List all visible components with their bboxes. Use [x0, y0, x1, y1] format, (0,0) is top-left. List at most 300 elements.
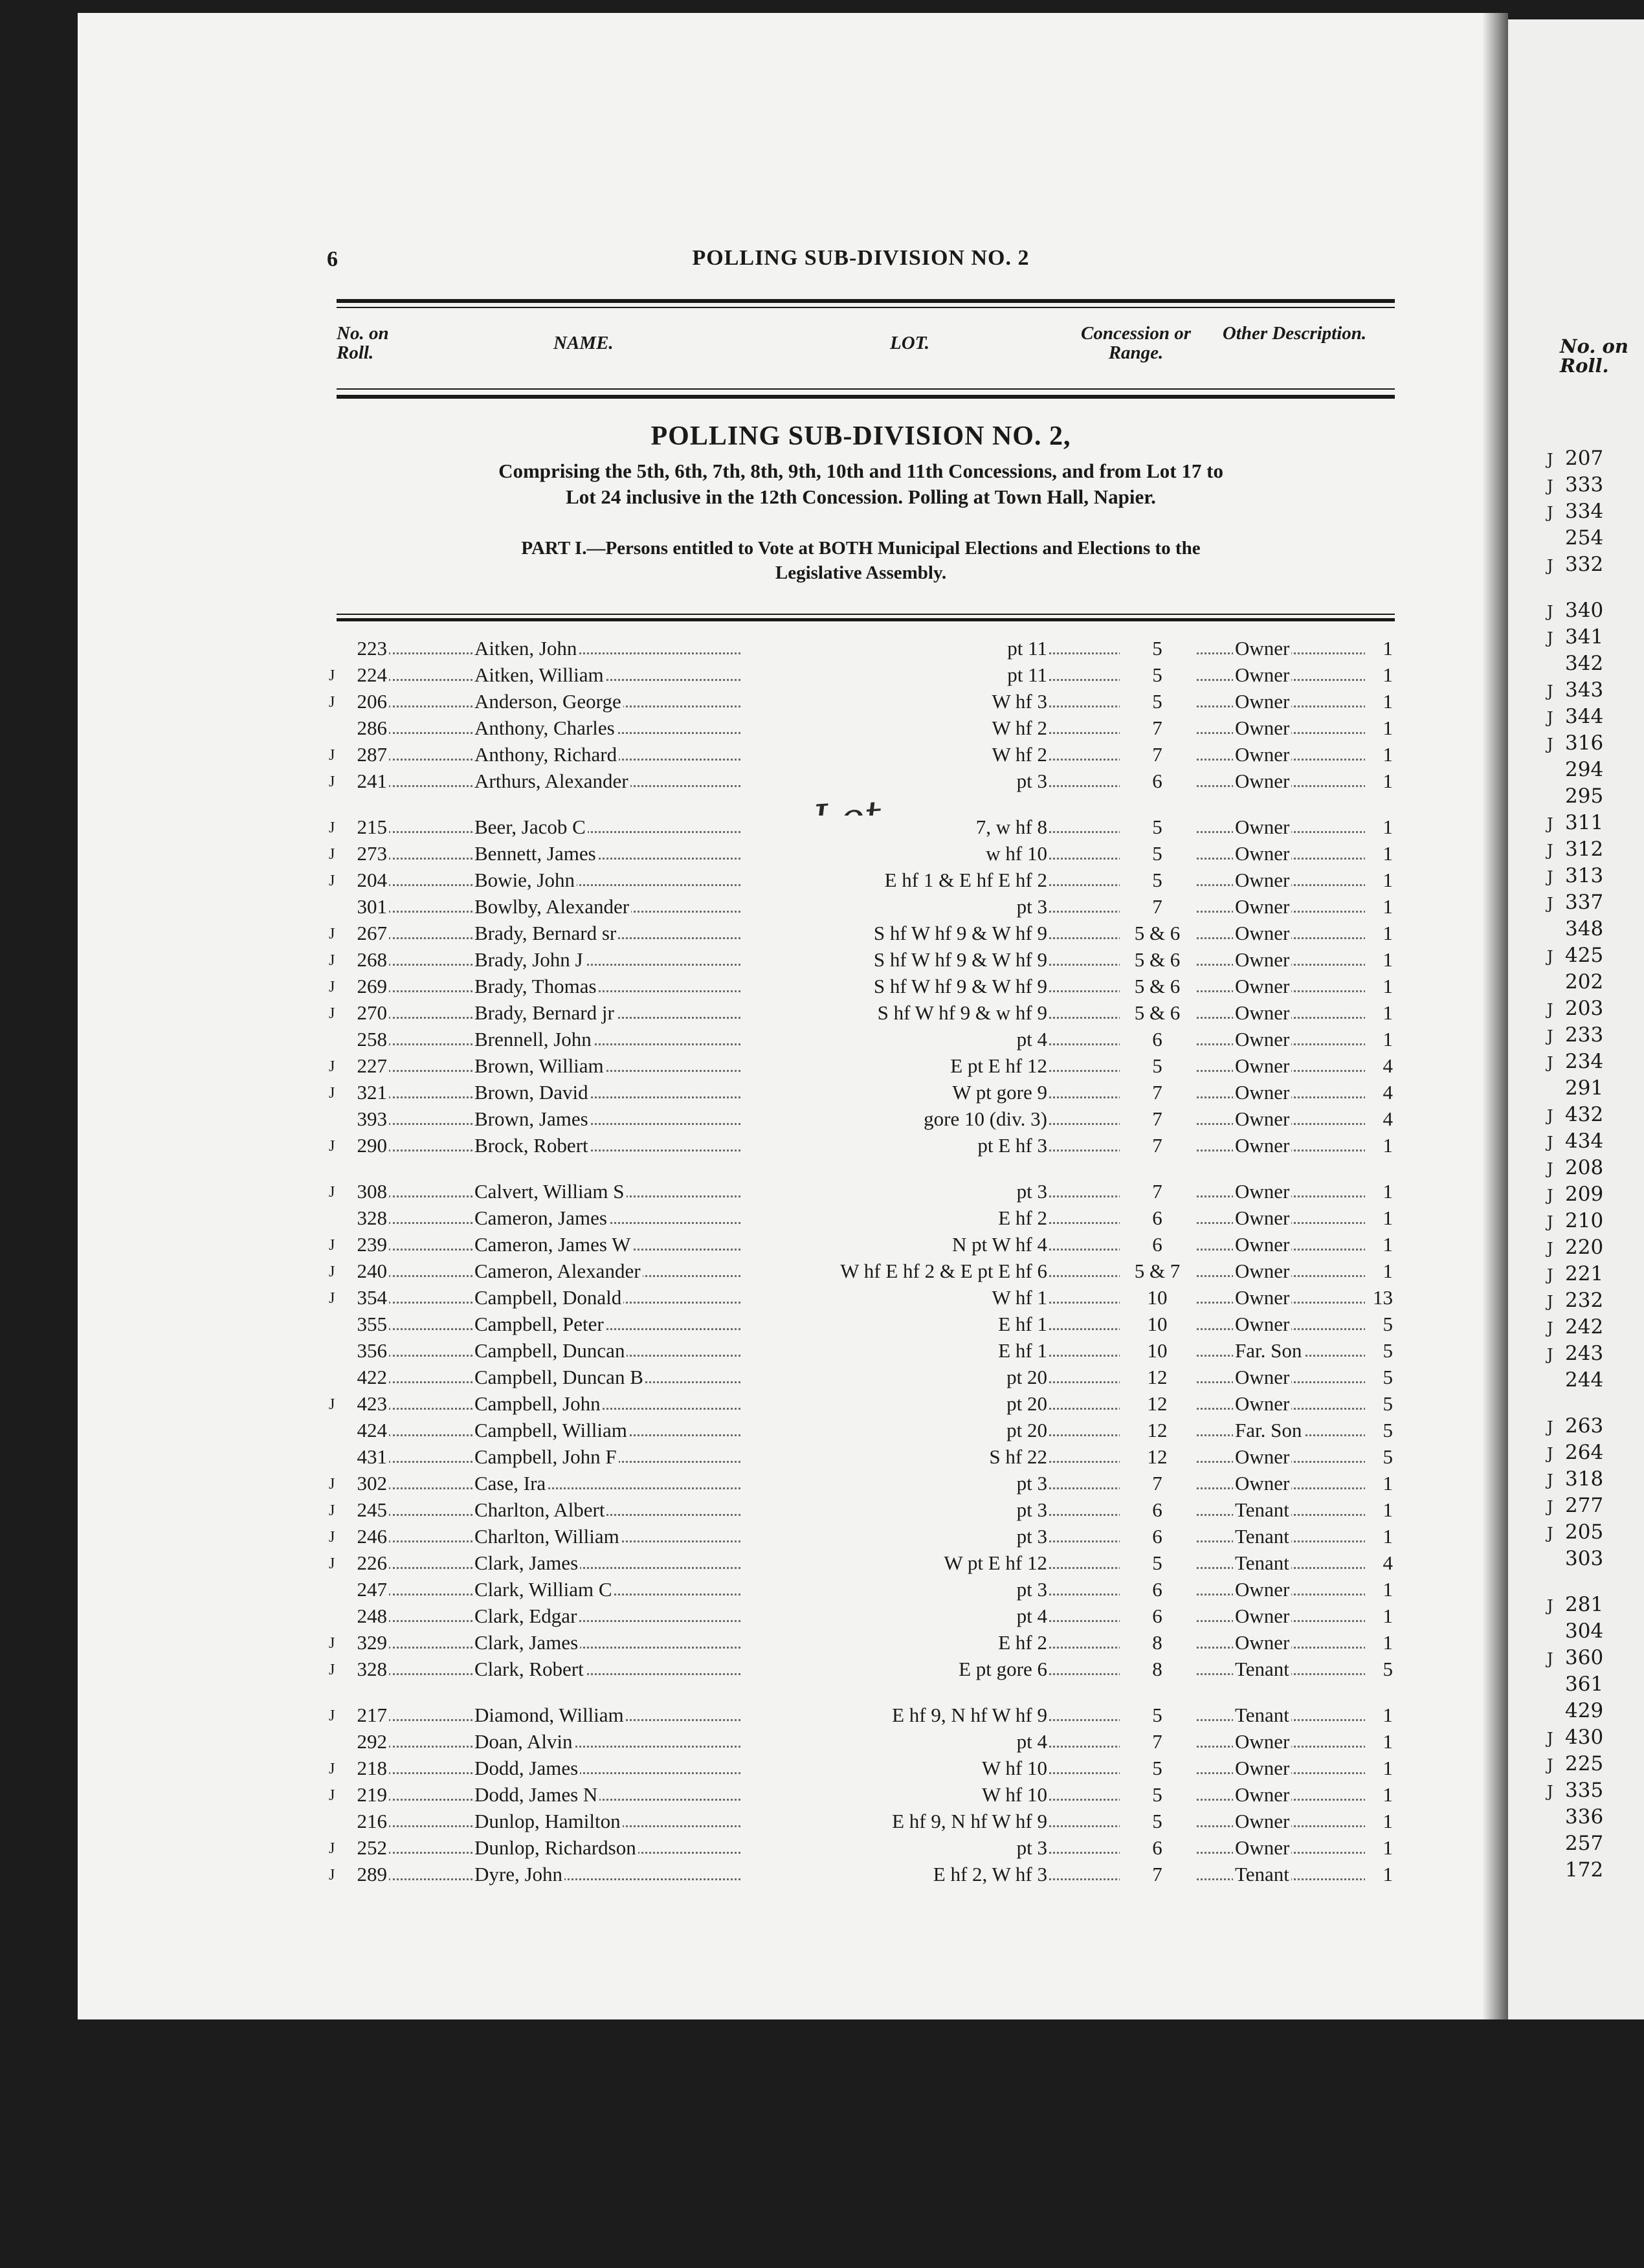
voter-entry [327, 1078, 1395, 1105]
roll-number: 264 [1565, 1441, 1604, 1464]
roll-number: 269 [346, 975, 389, 998]
lot: W hf 2 [741, 717, 1049, 740]
facing-page-entry [1547, 1619, 1603, 1646]
roll-number: 318 [1565, 1467, 1604, 1491]
other-description: Owner [1233, 770, 1291, 793]
other-description: Owner [1233, 1260, 1291, 1283]
facing-page-entry [1547, 1779, 1603, 1805]
voter-entry [327, 946, 1395, 972]
lot: W hf E hf 2 & E pt E hf 6 [741, 1260, 1049, 1283]
lot: S hf W hf 9 & W hf 9 [741, 948, 1049, 972]
voter-name: Campbell, John [472, 1392, 603, 1416]
facing-page-edge [1508, 19, 1644, 2019]
lot: S hf 22 [741, 1445, 1049, 1469]
lot: 7, w hf 8 [741, 816, 1049, 839]
voter-entry [327, 813, 1395, 839]
lot: S hf W hf 9 & W hf 9 [741, 922, 1049, 945]
roll-number: 343 [1565, 678, 1604, 702]
other-description: Owner [1233, 1578, 1291, 1601]
lot: W hf 10 [741, 1783, 1049, 1807]
facing-page-entry [1547, 705, 1603, 731]
lot: pt 3 [741, 1498, 1049, 1522]
concession: 10 [1120, 1339, 1195, 1362]
other-description: Owner [1233, 895, 1291, 918]
roll-number: 246 [346, 1525, 389, 1548]
concession: 6 [1120, 1605, 1195, 1628]
roll-number: 329 [346, 1631, 389, 1654]
lot: W pt gore 9 [741, 1081, 1049, 1104]
juror-mark: J [1547, 868, 1553, 886]
voter-name: Brown, William [472, 1054, 606, 1078]
count: 1 [1365, 895, 1395, 918]
juror-mark: J [1547, 1346, 1553, 1364]
other-description: Tenant [1233, 1704, 1291, 1727]
voter-entry [327, 1807, 1395, 1834]
lot: pt 4 [741, 1730, 1049, 1753]
juror-mark: J [327, 773, 348, 791]
voter-name: Anderson, George [472, 690, 623, 713]
voter-name: Bennett, James [472, 842, 598, 865]
juror-mark: J [1547, 1445, 1553, 1463]
lot: E hf 9, N hf W hf 9 [741, 1704, 1049, 1727]
roll-number: 321 [346, 1081, 389, 1104]
facing-page-entry [1547, 1547, 1603, 1573]
lot: E hf 2 [741, 1206, 1049, 1230]
juror-mark: J [1547, 603, 1553, 621]
count: 1 [1365, 816, 1395, 839]
juror-mark: J [1547, 1054, 1553, 1072]
facing-page-entry [1547, 678, 1603, 705]
facing-page-entry [1547, 1183, 1603, 1209]
roll-number: 304 [1565, 1619, 1604, 1643]
part-heading-line-2: Legislative Assembly. [775, 562, 947, 583]
juror-mark: J [1547, 1240, 1553, 1258]
facing-page-entry [1547, 526, 1603, 553]
count: 1 [1365, 869, 1395, 892]
other-description: Owner [1233, 948, 1291, 972]
juror-mark: J [327, 1707, 348, 1725]
voter-name: Clark, Robert [472, 1658, 586, 1681]
facing-page-entry [1547, 652, 1603, 678]
count: 5 [1365, 1366, 1395, 1389]
voter-entry [327, 893, 1395, 919]
roll-number: 281 [1565, 1593, 1604, 1616]
lot: E pt gore 6 [741, 1658, 1049, 1681]
juror-mark: J [1547, 1213, 1553, 1231]
roll-number: 393 [346, 1107, 389, 1131]
lot: S hf W hf 9 & w hf 9 [741, 1001, 1049, 1025]
count: 1 [1365, 663, 1395, 687]
voter-entry [327, 1443, 1395, 1469]
voter-name: Cameron, James W [472, 1233, 632, 1256]
voter-entry [327, 839, 1395, 866]
voter-name: Brennell, John [472, 1028, 594, 1051]
roll-number: 248 [346, 1605, 389, 1628]
other-description: Owner [1233, 1392, 1291, 1416]
voter-entry [327, 1257, 1395, 1284]
other-description: Owner [1233, 1730, 1291, 1753]
voter-name: Charlton, Albert [472, 1498, 606, 1522]
voter-name: Charlton, William [472, 1525, 621, 1548]
other-description: Owner [1233, 1134, 1291, 1157]
roll-number: 289 [346, 1863, 389, 1886]
count: 5 [1365, 1658, 1395, 1681]
roll-number: 220 [1565, 1236, 1604, 1259]
lot: pt 4 [741, 1605, 1049, 1628]
juror-mark: J [327, 747, 348, 764]
concession: 8 [1120, 1658, 1195, 1681]
juror-mark: J [327, 667, 348, 685]
lot: pt 3 [741, 1578, 1049, 1601]
roll-number: 242 [1565, 1315, 1604, 1339]
juror-mark: J [327, 1867, 348, 1884]
voter-name: Campbell, Duncan [472, 1339, 627, 1362]
voter-name: Cameron, Alexander [472, 1260, 643, 1283]
count: 1 [1365, 1180, 1395, 1203]
concession: 12 [1120, 1366, 1195, 1389]
lot: pt 4 [741, 1028, 1049, 1051]
other-description: Owner [1233, 1366, 1291, 1389]
voter-entry [327, 1754, 1395, 1781]
voter-entry [327, 999, 1395, 1025]
roll-number: 337 [1565, 891, 1604, 914]
section-description [327, 458, 1395, 510]
concession: 6 [1120, 1525, 1195, 1548]
count: 4 [1365, 1054, 1395, 1078]
juror-mark: J [1547, 450, 1553, 469]
voter-entry [327, 634, 1395, 661]
lot: pt 11 [741, 637, 1049, 660]
lot: pt 3 [741, 770, 1049, 793]
concession: 8 [1120, 1631, 1195, 1654]
voter-entry [327, 972, 1395, 999]
other-description: Owner [1233, 743, 1291, 766]
voter-name: Brock, Robert [472, 1134, 590, 1157]
facing-page-entry [1547, 944, 1603, 970]
roll-number: 203 [1565, 997, 1604, 1020]
voter-name: Aitken, William [472, 663, 606, 687]
count: 1 [1365, 922, 1395, 945]
facing-page-entry [1547, 891, 1603, 917]
roll-number: 273 [346, 842, 389, 865]
voter-name: Calvert, William S [472, 1180, 627, 1203]
concession: 10 [1120, 1313, 1195, 1336]
roll-number: 336 [1565, 1805, 1604, 1829]
concession: 6 [1120, 1028, 1195, 1051]
count: 1 [1365, 1757, 1395, 1780]
other-description: Far. Son [1233, 1339, 1304, 1362]
concession: 5 & 6 [1120, 975, 1195, 998]
facing-page-entry [1547, 917, 1603, 944]
juror-mark: J [327, 1476, 348, 1493]
juror-mark: J [327, 1237, 348, 1254]
count: 1 [1365, 1498, 1395, 1522]
roll-number: 434 [1565, 1129, 1604, 1153]
roll-number: 422 [346, 1366, 389, 1389]
concession: 5 [1120, 869, 1195, 892]
voter-name: Beer, Jacob C [472, 816, 588, 839]
voter-entry [327, 1204, 1395, 1230]
lot: W pt E hf 12 [741, 1551, 1049, 1575]
roll-number: 332 [1565, 553, 1604, 576]
roll-number: 226 [346, 1551, 389, 1575]
other-description: Owner [1233, 1472, 1291, 1495]
other-description: Tenant [1233, 1551, 1291, 1575]
other-description: Owner [1233, 816, 1291, 839]
facing-page-entry [1547, 1805, 1603, 1832]
voter-entry [327, 714, 1395, 740]
roll-number: 286 [346, 717, 389, 740]
roll-number: 245 [346, 1498, 389, 1522]
facing-page-entry [1547, 864, 1603, 891]
other-description: Owner [1233, 1757, 1291, 1780]
concession: 10 [1120, 1286, 1195, 1309]
juror-mark: J [1547, 1729, 1553, 1748]
roll-number: 303 [1565, 1547, 1604, 1570]
count: 1 [1365, 1605, 1395, 1628]
voter-name: Brady, Bernard sr [472, 922, 618, 945]
concession: 7 [1120, 1134, 1195, 1157]
concession: 5 [1120, 690, 1195, 713]
concession: 12 [1120, 1445, 1195, 1469]
voter-entry [327, 740, 1395, 767]
lot: pt 20 [741, 1366, 1049, 1389]
roll-number: 277 [1565, 1494, 1604, 1517]
roll-number: 232 [1565, 1289, 1604, 1312]
juror-mark: J [1547, 477, 1553, 495]
count: 1 [1365, 690, 1395, 713]
voter-entry [327, 1602, 1395, 1629]
count: 5 [1365, 1419, 1395, 1442]
facing-page-entry [1547, 1832, 1603, 1858]
roll-number: 290 [346, 1134, 389, 1157]
facing-page-entry [1547, 970, 1603, 997]
juror-mark: J [327, 1840, 348, 1858]
juror-mark: J [327, 1662, 348, 1679]
count: 1 [1365, 1233, 1395, 1256]
roll-number: 312 [1565, 838, 1604, 861]
juror-mark: J [327, 819, 348, 837]
roll-number: 172 [1565, 1858, 1604, 1882]
juror-mark: J [1547, 841, 1553, 860]
lot: W hf 1 [741, 1286, 1049, 1309]
juror-mark: J [327, 846, 348, 863]
concession: 5 [1120, 842, 1195, 865]
juror-mark: J [1547, 1498, 1553, 1516]
concession: 7 [1120, 1863, 1195, 1886]
header-rule-top-thin [337, 307, 1395, 308]
facing-page-entry [1547, 1315, 1603, 1342]
count: 1 [1365, 948, 1395, 972]
other-description: Owner [1233, 1180, 1291, 1203]
juror-mark: J [327, 873, 348, 890]
voter-entry [327, 1469, 1395, 1496]
roll-number: 268 [346, 948, 389, 972]
other-description: Tenant [1233, 1498, 1291, 1522]
lot: pt 20 [741, 1419, 1049, 1442]
roll-number: 239 [346, 1233, 389, 1256]
roll-number: 210 [1565, 1209, 1604, 1232]
voter-entry [327, 919, 1395, 946]
concession: 6 [1120, 1578, 1195, 1601]
concession: 5 & 7 [1120, 1260, 1195, 1283]
count: 13 [1365, 1286, 1395, 1309]
voter-entry [327, 1025, 1395, 1052]
count: 1 [1365, 1525, 1395, 1548]
juror-mark: J [1547, 709, 1553, 727]
juror-mark: J [1547, 1266, 1553, 1284]
facing-page-entry [1547, 997, 1603, 1023]
concession: 5 & 6 [1120, 1001, 1195, 1025]
column-head-other-description: Other Description. [1222, 323, 1367, 344]
juror-mark: J [1547, 629, 1553, 647]
section-description-line-1: Comprising the 5th, 6th, 7th, 8th, 9th, 10th and 11th Concessions, and from Lot 17 to [498, 460, 1223, 482]
lot: E hf 1 & E hf E hf 2 [741, 869, 1049, 892]
other-description: Owner [1233, 1028, 1291, 1051]
lot: W hf 2 [741, 743, 1049, 766]
concession: 7 [1120, 717, 1195, 740]
facing-page-entry [1547, 1050, 1603, 1076]
juror-mark: J [1547, 682, 1553, 700]
other-description: Owner [1233, 1233, 1291, 1256]
lot: E hf 9, N hf W hf 9 [741, 1810, 1049, 1833]
other-description: Owner [1233, 1605, 1291, 1628]
concession: 6 [1120, 1836, 1195, 1860]
concession: 6 [1120, 770, 1195, 793]
page-gutter [1482, 13, 1508, 2019]
count: 1 [1365, 1134, 1395, 1157]
roll-number: 361 [1565, 1673, 1604, 1696]
roll-number: 227 [346, 1054, 389, 1078]
concession: 5 & 6 [1120, 922, 1195, 945]
facing-page-entry [1547, 1593, 1603, 1619]
roll-number: 241 [346, 770, 389, 793]
lot: pt 3 [741, 1525, 1049, 1548]
lot: W hf 3 [741, 690, 1049, 713]
roll-number: 219 [346, 1783, 389, 1807]
count: 1 [1365, 637, 1395, 660]
roll-number: 328 [346, 1658, 389, 1681]
concession: 5 [1120, 816, 1195, 839]
facing-page-entry [1547, 1726, 1603, 1752]
roll-number: 429 [1565, 1699, 1604, 1722]
facing-page-entry [1547, 1103, 1603, 1129]
roll-number: 223 [346, 637, 389, 660]
facing-page-entry [1547, 1156, 1603, 1183]
roll-number: 291 [1565, 1076, 1604, 1100]
count: 1 [1365, 1783, 1395, 1807]
voter-entry [327, 687, 1395, 714]
roll-number: 354 [346, 1286, 389, 1309]
running-head [327, 246, 1395, 278]
voter-name: Clark, Edgar [472, 1605, 579, 1628]
juror-mark: J [327, 1085, 348, 1102]
juror-mark: J [1547, 735, 1553, 753]
voter-entry [327, 661, 1395, 687]
facing-page-entry [1547, 1494, 1603, 1520]
voter-name: Campbell, William [472, 1419, 629, 1442]
count: 1 [1365, 743, 1395, 766]
roll-number: 313 [1565, 864, 1604, 887]
juror-mark: J [327, 1058, 348, 1076]
facing-page-entry [1547, 1441, 1603, 1467]
voter-entry [327, 1629, 1395, 1655]
concession: 6 [1120, 1233, 1195, 1256]
concession: 5 [1120, 1551, 1195, 1575]
lot: E pt E hf 12 [741, 1054, 1049, 1078]
voter-entry [327, 767, 1395, 794]
facing-page-entry [1547, 1342, 1603, 1368]
voter-entry [327, 1230, 1395, 1257]
voter-name: Arthurs, Alexander [472, 770, 630, 793]
count: 1 [1365, 1578, 1395, 1601]
concession: 5 & 6 [1120, 948, 1195, 972]
voter-entry [327, 1284, 1395, 1310]
roll-number: 240 [346, 1260, 389, 1283]
concession: 12 [1120, 1392, 1195, 1416]
count: 5 [1365, 1313, 1395, 1336]
count: 4 [1365, 1107, 1395, 1131]
voter-name: Campbell, Donald [472, 1286, 623, 1309]
facing-page-entry [1547, 1289, 1603, 1315]
concession: 5 [1120, 663, 1195, 687]
facing-page-entry [1547, 731, 1603, 758]
roll-number: 252 [346, 1836, 389, 1860]
roll-number: 360 [1565, 1646, 1604, 1669]
juror-mark: J [1547, 1293, 1553, 1311]
roll-number: 217 [346, 1704, 389, 1727]
voter-name: Bowie, John [472, 869, 577, 892]
count: 1 [1365, 1631, 1395, 1654]
column-head-lot: LOT. [890, 333, 929, 353]
voter-entry [327, 1105, 1395, 1131]
other-description: Owner [1233, 922, 1291, 945]
count: 1 [1365, 717, 1395, 740]
voter-name: Brady, Thomas [472, 975, 599, 998]
voter-name: Dyre, John [472, 1863, 564, 1886]
lot: S hf W hf 9 & W hf 9 [741, 975, 1049, 998]
concession: 5 [1120, 1704, 1195, 1727]
concession: 7 [1120, 1081, 1195, 1104]
juror-mark: J [1547, 1186, 1553, 1205]
roll-number: 234 [1565, 1050, 1604, 1073]
juror-mark: J [1547, 1471, 1553, 1489]
other-description: Owner [1233, 1107, 1291, 1131]
count: 5 [1365, 1339, 1395, 1362]
juror-mark: J [1547, 1783, 1553, 1801]
other-description: Owner [1233, 663, 1291, 687]
facing-page-entry [1547, 1023, 1603, 1050]
other-description: Owner [1233, 1081, 1291, 1104]
juror-mark: J [1547, 1160, 1553, 1178]
voter-entry [327, 1177, 1395, 1204]
count: 1 [1365, 1810, 1395, 1833]
other-description: Owner [1233, 1783, 1291, 1807]
roll-number: 257 [1565, 1832, 1604, 1855]
facing-page-entry [1547, 1236, 1603, 1262]
section-rule-thick [337, 618, 1395, 621]
juror-mark: J [1547, 1418, 1553, 1436]
roll-number: 207 [1565, 447, 1604, 470]
roll-number: 432 [1565, 1103, 1604, 1126]
facing-page-entry [1547, 1646, 1603, 1673]
roll-number: 295 [1565, 784, 1604, 808]
juror-mark: J [1547, 895, 1553, 913]
roll-number: 258 [346, 1028, 389, 1051]
concession: 5 [1120, 1757, 1195, 1780]
count: 1 [1365, 1206, 1395, 1230]
count: 1 [1365, 1472, 1395, 1495]
